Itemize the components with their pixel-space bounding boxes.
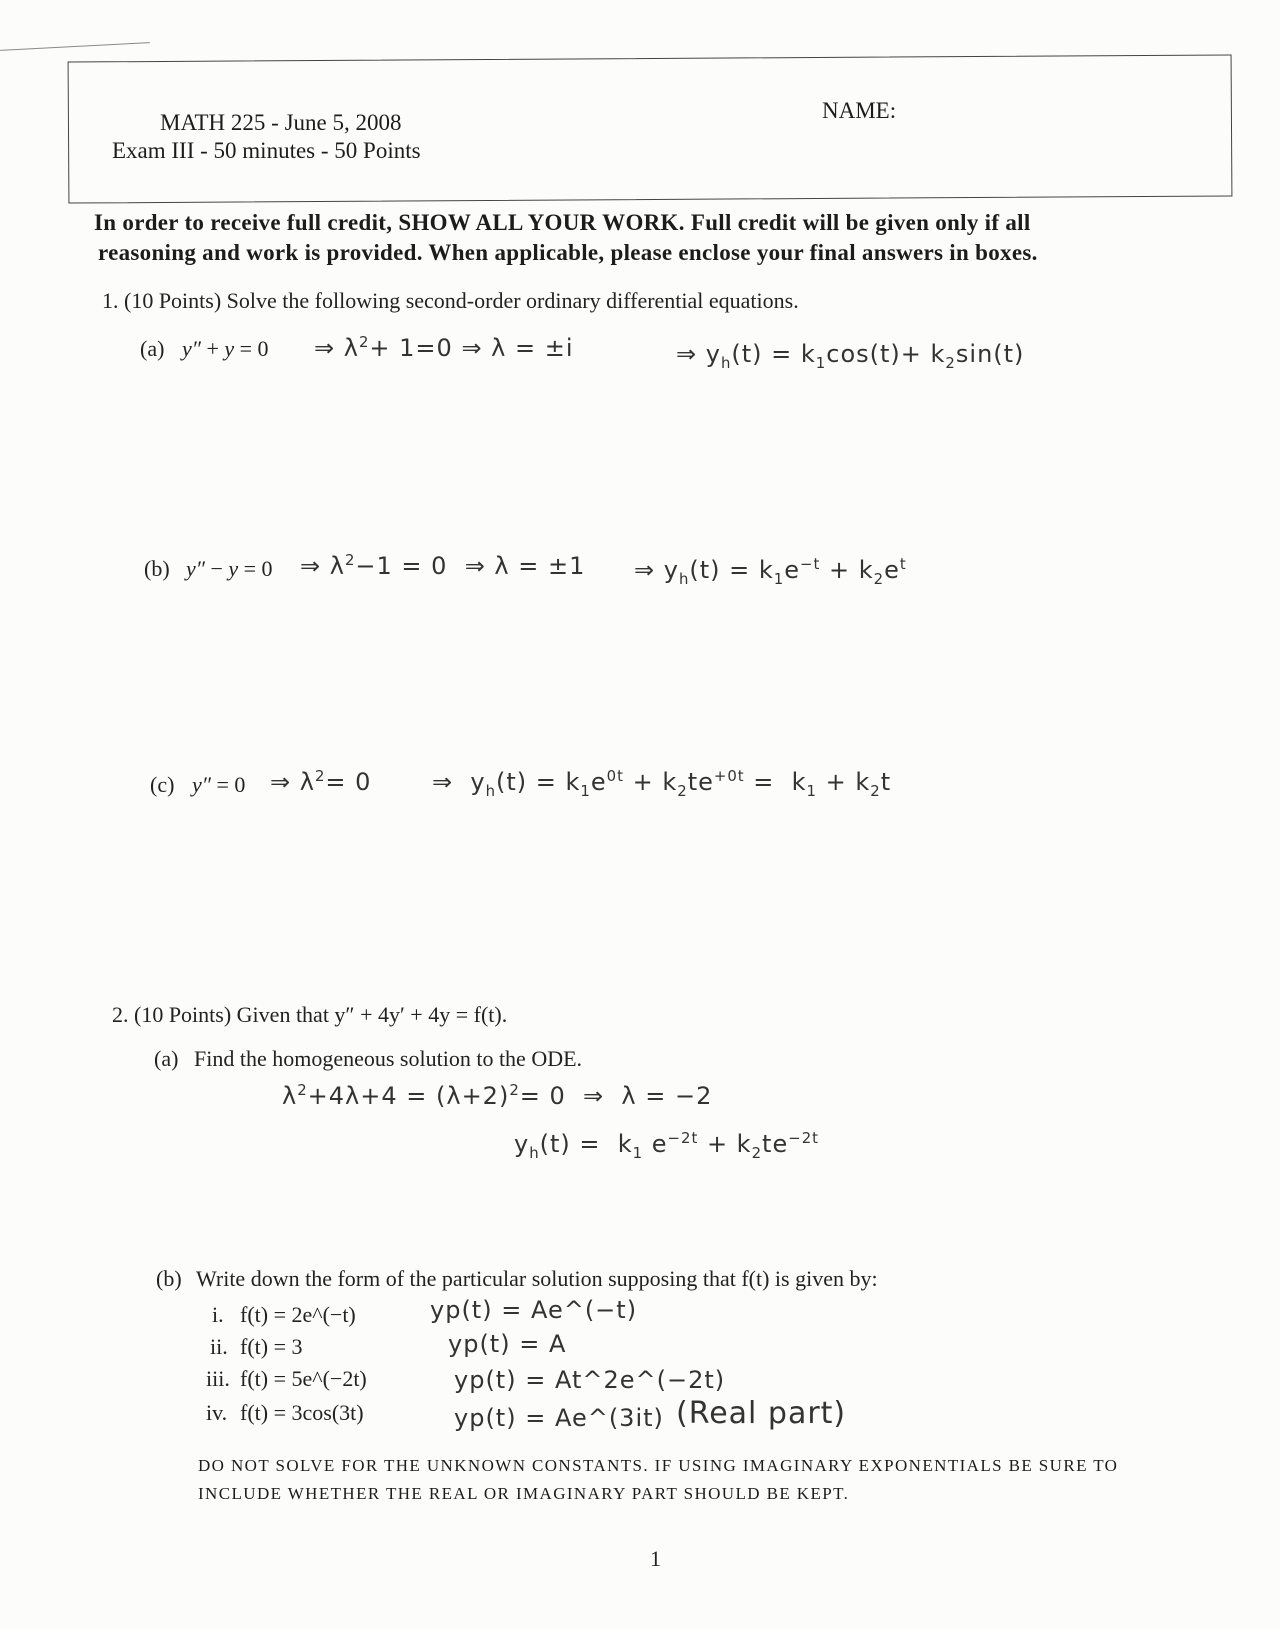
q1a-label: (a): [140, 336, 165, 361]
q1c-equation: y″ = 0: [192, 772, 246, 797]
q2b-item-3-num: iii.: [206, 1366, 230, 1391]
q2a-characteristic: $\lambda^2+4\lambda+4 = (\lambda+2)^2= 0$ ⇒ λ = −2: [282, 1081, 713, 1110]
q1c-work: ⇒ $\lambda^2= 0$: [270, 767, 372, 796]
instructions-line-1: In order to receive full credit, SHOW ALL YOUR WORK. Full credit will be given only if all: [94, 210, 1031, 235]
q2b-item-4-num: iv.: [206, 1400, 228, 1425]
q2b-item-3-answer: yp(t) = At^2e^(−2t): [454, 1366, 726, 1394]
q2a-text: Find the homogeneous solution to the ODE.: [194, 1046, 583, 1071]
instructions-line-2: reasoning and work is provided. When applicable, please enclose your final answers in boxes.: [98, 240, 1038, 265]
q1c-label: (c): [150, 772, 175, 797]
q2b-item-3-f: f(t) = 5e^(−2t): [240, 1366, 367, 1391]
q2b-real-part-note: (Real part): [676, 1396, 847, 1431]
q2b-item-4-f: f(t) = 3cos(3t): [240, 1400, 364, 1425]
q1a-work: ⇒ $\lambda^2+ 1=0$ ⇒ λ = ±i: [314, 333, 574, 362]
name-label: NAME:: [822, 98, 897, 123]
q1c-solution: ⇒ $y_h(t) = k_1e^{0t} + k_2te^{+0t} = k_1 + k_2t$: [432, 767, 892, 800]
q2b-item-1-f: f(t) = 2e^(−t): [240, 1302, 356, 1327]
course-date: MATH 225 - June 5, 2008: [160, 110, 402, 135]
q2a-solution: $y_h(t) = k_1$ $e^{-2t} + k_2te^{-2t}$: [514, 1129, 819, 1162]
q1-prompt: 1. (10 Points) Solve the following second-order ordinary differential equations.: [102, 288, 799, 313]
q2b-item-2-num: ii.: [210, 1334, 228, 1359]
q2-prompt: 2. (10 Points) Given that y″ + 4y′ + 4y = f(t).: [112, 1002, 508, 1027]
q1b-label: (b): [144, 556, 170, 581]
q1b-equation: y″ − y = 0: [186, 556, 273, 581]
notice-line-1: DO NOT SOLVE FOR THE UNKNOWN CONSTANTS. IF USING IMAGINARY EXPONENTIALS BE SURE TO: [198, 1456, 1119, 1475]
page-number: 1: [650, 1546, 661, 1571]
q2b-item-4-answer: yp(t) = Ae^(3it): [454, 1404, 664, 1432]
q2b-item-2-answer: yp(t) = A: [448, 1330, 567, 1358]
q1a-equation: y″ + y = 0: [182, 336, 269, 361]
q1b-solution: ⇒ $y_h(t) = k_1e^{-t} + k_2e^t$: [634, 555, 907, 588]
notice-line-2: INCLUDE WHETHER THE REAL OR IMAGINARY PART SHOULD BE KEPT.: [198, 1484, 850, 1503]
q2b-item-2-f: f(t) = 3: [240, 1334, 303, 1359]
q2b-item-1-answer: yp(t) = Ae^(−t): [430, 1296, 638, 1324]
q1a-solution: ⇒ $y_h(t) = k_1\cos(t)+ k_2\sin(t)$: [676, 340, 1025, 372]
q2b-text: Write down the form of the particular solution supposing that f(t) is given by:: [196, 1266, 878, 1291]
scan-edge-mark: [0, 42, 150, 51]
q2b-label: (b): [156, 1266, 182, 1291]
exam-info: Exam III - 50 minutes - 50 Points: [112, 138, 421, 163]
q1b-work: ⇒ $\lambda^2-1 = 0$ ⇒ λ = ±1: [300, 551, 586, 580]
q2a-label: (a): [154, 1046, 179, 1071]
q2b-item-1-num: i.: [212, 1302, 224, 1327]
